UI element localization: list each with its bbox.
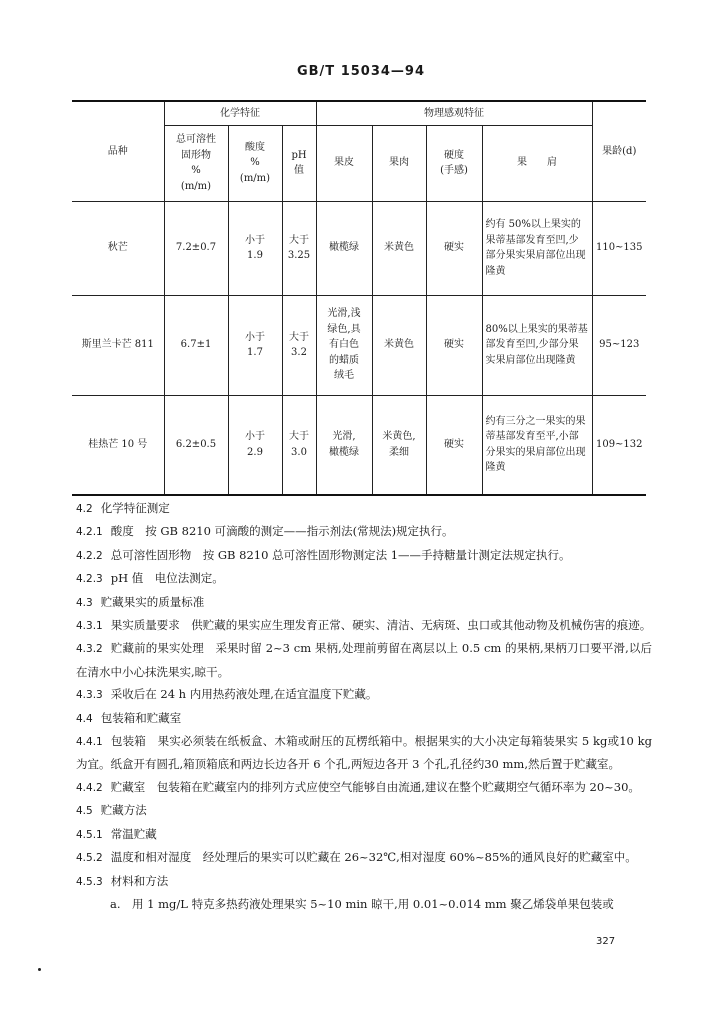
cell-variety: 斯里兰卡芒 811 (72, 295, 164, 395)
cell-shoulder: 约有 50%以上果实的果蒂基部发育至凹,少部分果实果肩部位出现隆黄 (482, 201, 592, 295)
table-row (72, 395, 646, 495)
cell-peel: 光滑,浅 绿色,具 有白色 的蜡质 绒毛 (316, 295, 372, 395)
header-chemical: 化学特征 (164, 101, 316, 125)
cell-ph: 大于 3.2 (282, 295, 316, 395)
cell-hardness: 硬实 (426, 201, 482, 295)
cell-variety: 秋芒 (72, 201, 164, 295)
cell-tss: 6.2±0.5 (164, 395, 228, 495)
table-row (72, 201, 646, 295)
header-flesh: 果肉 (372, 125, 426, 201)
cell-peel: 光滑, 橄榄绿 (316, 395, 372, 495)
section-4-5-1: 4.5.1 常温贮藏 (76, 826, 157, 841)
section-4-2-3: 4.2.3 pH 值 电位法测定。 (76, 571, 224, 586)
section-4-5-3: 4.5.3 材料和方法 (76, 873, 169, 888)
cell-flesh: 米黄色, 柔细 (372, 395, 426, 495)
section-4-5-2: 4.5.2 温度和相对湿度 经处理后的果实可以贮藏在 26~32℃,相对湿度 60%~85%的通风良好的贮藏室中。 (76, 850, 637, 865)
scan-speck (38, 968, 41, 971)
section-4-2: 4.2 化学特征测定 (76, 501, 170, 515)
cell-tss: 6.7±1 (164, 295, 228, 395)
table-row (72, 295, 646, 395)
cell-ph: 大于 3.0 (282, 395, 316, 495)
section-4-3: 4.3 贮藏果实的质量标准 (76, 594, 205, 609)
mango-characteristics-table (72, 100, 646, 496)
cell-flesh: 米黄色 (372, 295, 426, 395)
section-4-4-1: 4.4.1 包装箱 果实必须装在纸板盒、木箱或耐压的瓦楞纸箱中。根据果实的大小决定每箱装果实 5 kg或10 kg 为宜。纸盒开有圆孔,箱顶箱底和两边长边各开 6 个孔,两短边各开 3 个孔,孔径约30 mm,然后置于贮藏室。 (76, 734, 652, 772)
section-4-2-1: 4.2.1 酸度 按 GB 8210 可滴酸的测定——指示剂法(常规法)规定执行。 (76, 524, 454, 539)
page-number: 327 (596, 936, 616, 947)
section-4-2-2: 4.2.2 总可溶性固形物 按 GB 8210 总可溶性固形物测定法 1——手持糖量计测定法规定执行。 (76, 547, 571, 562)
body-text (76, 497, 652, 915)
header-shoulder: 果 肩 (482, 125, 592, 201)
cell-flesh: 米黄色 (372, 201, 426, 295)
cell-acidity: 小于 1.9 (228, 201, 282, 295)
section-4-4: 4.4 包装箱和贮藏室 (76, 710, 182, 725)
section-4-3-2: 4.3.2 贮藏前的果实处理 采果时留 2~3 cm 果柄,处理前剪留在离层以上 0.5 cm 的果柄,果柄刀口要平滑,以后在清水中小心抹洗果实,晾干。 (76, 641, 652, 679)
header-hardness: 硬度 (手感) (426, 125, 482, 201)
standard-header: GB/T 15034—94 (296, 64, 426, 79)
cell-ph: 大于 3.25 (282, 201, 316, 295)
cell-tss: 7.2±0.7 (164, 201, 228, 295)
header-fruit-age: 果龄(d) (592, 101, 646, 201)
header-ph: pH 值 (282, 125, 316, 201)
list-item-a: a. 用 1 mg/L 特克多热药液处理果实 5~10 min 晾干,用 0.01~0.014 mm 聚乙烯袋单果包装或 (110, 896, 614, 911)
cell-acidity: 小于 1.7 (228, 295, 282, 395)
cell-variety: 桂热芒 10 号 (72, 395, 164, 495)
header-variety: 品种 (72, 101, 164, 201)
section-4-4-2: 4.4.2 贮藏室 包装箱在贮藏室内的排列方式应使空气能够自由流通,建议在整个贮藏期空气循环率为 20~30。 (76, 779, 640, 794)
cell-fruit-age: 109~132 (592, 395, 646, 495)
cell-acidity: 小于 2.9 (228, 395, 282, 495)
cell-peel: 橄榄绿 (316, 201, 372, 295)
section-4-3-1: 4.3.1 果实质量要求 供贮藏的果实应生理发育正常、硬实、清洁、无病斑、虫口或其他动物及机械伤害的痕迹。 (76, 618, 652, 633)
cell-fruit-age: 110~135 (592, 201, 646, 295)
section-4-3-3: 4.3.3 采收后在 24 h 内用热药液处理,在适宜温度下贮藏。 (76, 687, 378, 702)
header-acidity: 酸度 % (m/m) (228, 125, 282, 201)
cell-shoulder: 80%以上果实的果蒂基部发育至凹,少部分果实果肩部位出现隆黄 (482, 295, 592, 395)
header-peel: 果皮 (316, 125, 372, 201)
header-physical: 物理感观特征 (316, 101, 592, 125)
header-tss: 总可溶性 固形物 % (m/m) (164, 125, 228, 201)
cell-shoulder: 约有三分之一果实的果蒂基部发育至平,小部分果实的果肩部位出现隆黄 (482, 395, 592, 495)
section-4-5: 4.5 贮藏方法 (76, 803, 147, 818)
cell-hardness: 硬实 (426, 295, 482, 395)
cell-fruit-age: 95~123 (592, 295, 646, 395)
cell-hardness: 硬实 (426, 395, 482, 495)
